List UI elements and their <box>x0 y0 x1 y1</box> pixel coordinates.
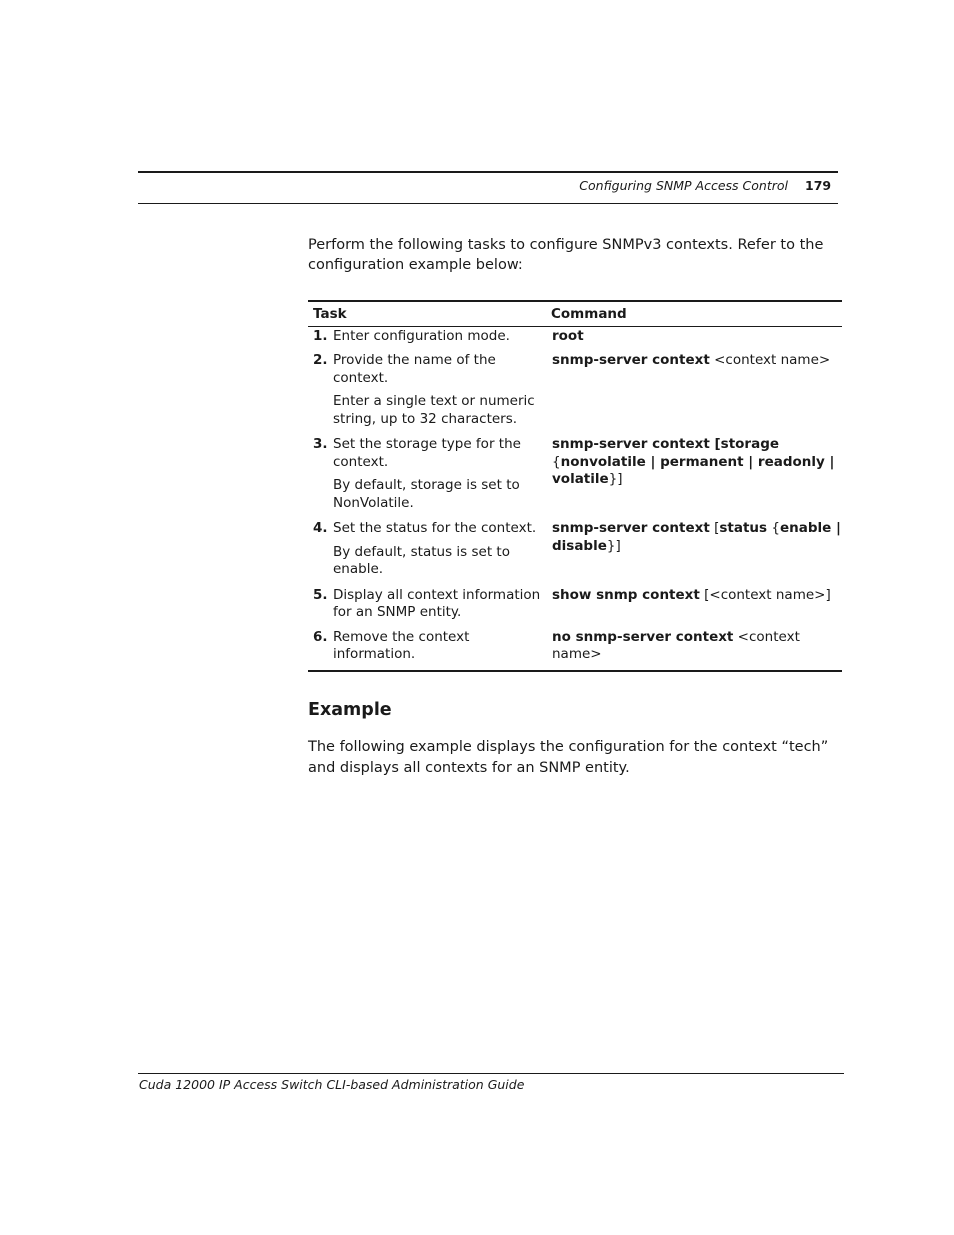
table-row <box>308 351 842 435</box>
task-step <box>313 435 546 477</box>
table-row <box>308 586 842 628</box>
step-text: Enter configuration mode. <box>333 327 510 344</box>
command-text <box>552 351 842 376</box>
task-step <box>313 327 546 352</box>
command-text <box>552 327 842 352</box>
command-cell <box>546 519 842 586</box>
header-top-rule <box>138 171 838 173</box>
command-argument: }] <box>608 471 623 487</box>
step-number: 2. <box>313 352 328 368</box>
step-number: 4. <box>313 520 328 536</box>
footer-title: Cuda 12000 IP Access Switch CLI-based Administration Guide <box>139 1077 525 1092</box>
running-header-title: Configuring SNMP Access Control <box>579 178 788 193</box>
page-number: 179 <box>805 178 832 193</box>
command-keyword: no snmp-server context <box>552 628 734 645</box>
step-note: By default, storage is set to NonVolatile. <box>333 477 520 511</box>
command-keyword: snmp-server context <box>552 520 710 536</box>
column-header-command: Command <box>546 301 842 326</box>
table-row <box>308 519 842 586</box>
step-number: 1. <box>313 327 328 344</box>
footer-rule <box>138 1073 844 1074</box>
command-argument: { <box>552 453 561 470</box>
task-step <box>313 628 546 670</box>
command-argument: { <box>767 520 780 536</box>
command-argument: <context name> <box>552 628 800 662</box>
command-text <box>552 586 842 611</box>
command-keyword: enable | disable <box>552 520 841 554</box>
command-cell <box>546 628 842 671</box>
step-text: Provide the name of the context. <box>333 352 496 386</box>
command-keyword: status <box>719 520 768 536</box>
command-argument: [<context name>] <box>699 586 831 603</box>
table-body <box>308 326 842 671</box>
section-heading-example: Example <box>308 700 392 720</box>
task-command-table <box>308 300 842 672</box>
task-cell <box>308 326 546 351</box>
command-text <box>552 628 842 670</box>
step-note: By default, status is set to enable. <box>333 543 510 577</box>
command-argument: [ <box>709 520 720 536</box>
header-bottom-rule <box>138 203 838 204</box>
step-text: Remove the context information. <box>333 628 470 662</box>
step-number: 3. <box>313 436 328 452</box>
command-text <box>552 519 842 561</box>
task-cell <box>308 351 546 435</box>
step-number: 5. <box>313 586 328 603</box>
command-keyword: show snmp context <box>552 586 700 603</box>
step-text: Display all context information for an SNMP entity. <box>333 586 541 620</box>
step-text: Set the status for the context. <box>333 520 537 536</box>
table-header-row <box>308 301 842 326</box>
task-cell <box>308 628 546 671</box>
step-note: Enter a single text or numeric string, up to 32 characters. <box>333 393 535 427</box>
task-cell <box>308 586 546 628</box>
command-keyword: snmp-server context [storage <box>552 436 780 452</box>
task-step <box>313 519 546 544</box>
example-paragraph: The following example displays the configuration for the context “tech” and displays all contexts for an SNMP entity. <box>308 739 829 776</box>
command-cell <box>546 586 842 628</box>
command-argument: <context name> <box>709 352 831 368</box>
table-row <box>308 326 842 351</box>
command-argument: }] <box>606 537 621 554</box>
column-header-task: Task <box>308 301 546 326</box>
command-keyword: root <box>552 327 584 344</box>
task-cell <box>308 435 546 519</box>
task-step <box>313 586 546 628</box>
command-keyword: nonvolatile | permanent | readonly | volatile <box>552 453 835 487</box>
command-cell <box>546 326 842 351</box>
step-number: 6. <box>313 628 328 645</box>
intro-paragraph: Perform the following tasks to configure SNMPv3 contexts. Refer to the configuration example below: <box>308 237 824 273</box>
table-row <box>308 628 842 671</box>
command-cell <box>546 435 842 519</box>
command-keyword: snmp-server context <box>552 352 710 368</box>
command-text <box>552 435 842 495</box>
step-text: Set the storage type for the context. <box>333 436 521 470</box>
table-row <box>308 435 842 519</box>
command-cell <box>546 351 842 435</box>
task-cell <box>308 519 546 586</box>
task-step <box>313 351 546 393</box>
